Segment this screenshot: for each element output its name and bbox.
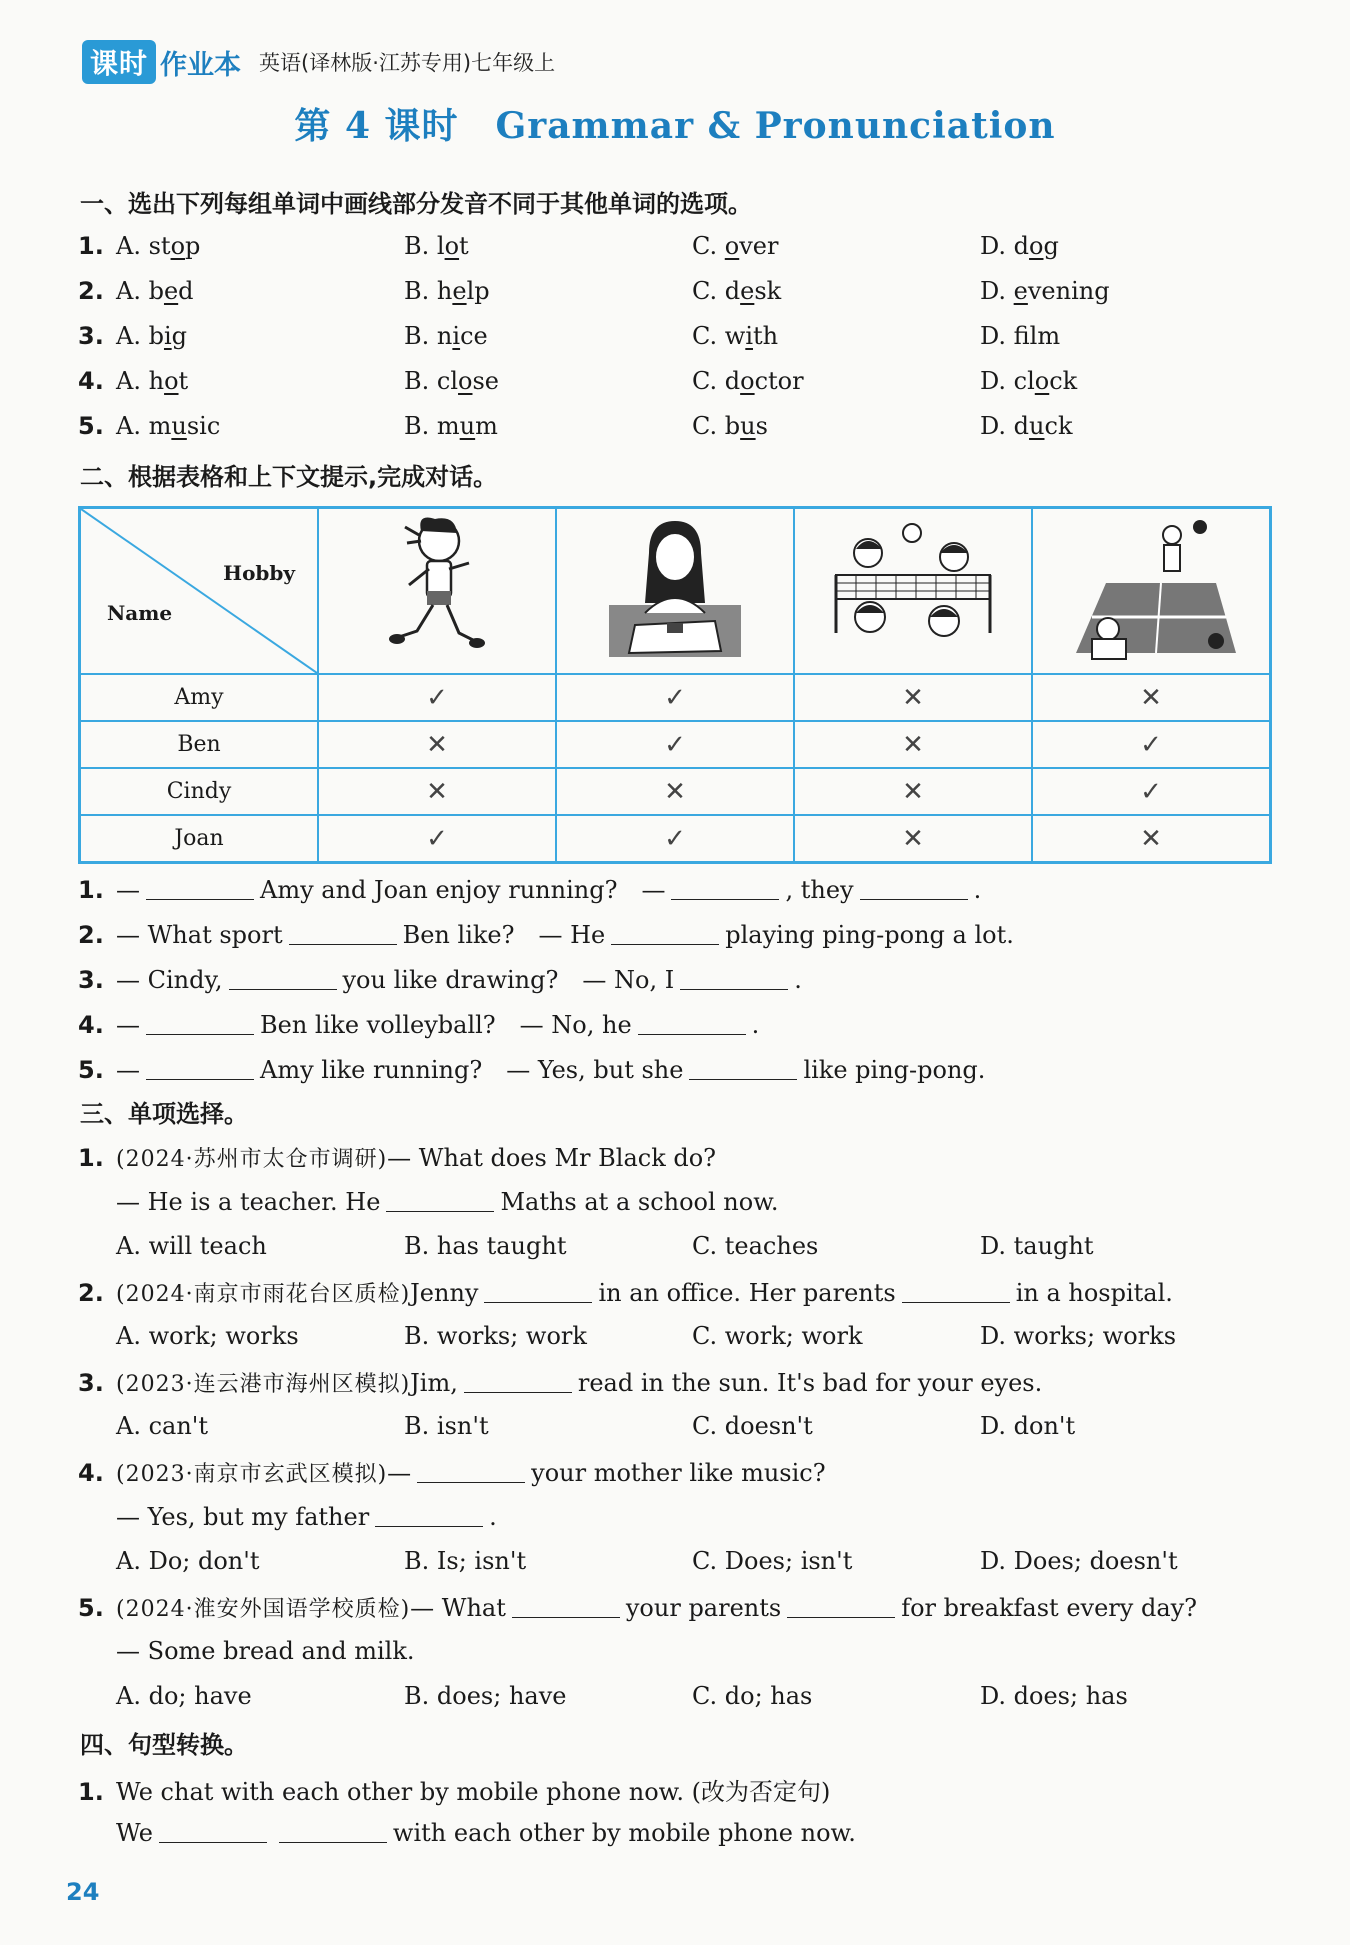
question-text: — xyxy=(387,1459,412,1487)
underlined-letter: i xyxy=(745,322,753,350)
drawing-girl-icon xyxy=(605,513,745,663)
question-source: (2024·南京市雨花台区质检) xyxy=(116,1282,411,1307)
answer-blank[interactable] xyxy=(787,1593,895,1618)
hobby-cell xyxy=(1032,674,1271,721)
question-source: (2023·南京市玄武区模拟) xyxy=(116,1462,388,1487)
question-number: 2. xyxy=(78,277,104,305)
option[interactable] xyxy=(692,277,781,305)
brand-name: 作业本 xyxy=(160,49,242,81)
option[interactable] xyxy=(116,367,188,395)
question-text: your mother like music? xyxy=(531,1459,826,1487)
answer-blank[interactable] xyxy=(417,1458,525,1483)
answer-blank[interactable] xyxy=(146,1055,254,1080)
word-part: d xyxy=(1013,412,1030,440)
question-text: — What sport xyxy=(116,921,283,949)
question-text: — Yes, but my father xyxy=(116,1503,370,1531)
section-title: 二、根据表格和上下文提示,完成对话。 xyxy=(80,463,498,491)
dialogue-question xyxy=(78,915,1014,950)
answer-blank[interactable] xyxy=(464,1368,572,1393)
option[interactable]: D. Does; doesn't xyxy=(980,1547,1178,1575)
option-letter: D. xyxy=(980,232,1014,260)
answer-blank[interactable] xyxy=(671,875,779,900)
answer-blank[interactable] xyxy=(289,920,397,945)
option-letter: D. xyxy=(980,277,1014,305)
page-number: 24 xyxy=(66,1878,100,1906)
answer-blank[interactable] xyxy=(375,1502,483,1527)
question-text: — xyxy=(116,876,140,904)
option-letter: D. xyxy=(980,412,1014,440)
answer-blank[interactable] xyxy=(611,920,719,945)
option-letter: A. xyxy=(116,367,149,395)
underlined-letter: o xyxy=(164,367,179,395)
option-letter: A. xyxy=(116,412,149,440)
word-part: p xyxy=(185,232,201,260)
question-number: 5. xyxy=(78,412,104,440)
question-text: . xyxy=(794,966,802,994)
question-number: 1. xyxy=(78,876,104,904)
word-part: m xyxy=(436,412,460,440)
word-part: ce xyxy=(460,322,488,350)
question-text: — Some bread and milk. xyxy=(116,1637,415,1665)
check-icon: ✓ xyxy=(1140,776,1162,807)
hobby-cell xyxy=(556,721,794,768)
hobby-cell xyxy=(556,815,794,863)
mc-options xyxy=(78,1682,1278,1714)
answer-blank[interactable] xyxy=(860,875,968,900)
word-part: ck xyxy=(1044,412,1073,440)
option-letter: D. xyxy=(980,322,1014,350)
question-number: 1. xyxy=(78,1778,104,1806)
question-text: you like drawing? — No, I xyxy=(342,966,675,994)
word-part: t xyxy=(178,367,189,395)
table-corner-cell xyxy=(80,508,319,675)
ping-pong-players-icon xyxy=(1066,513,1236,663)
word-part: h xyxy=(436,277,453,305)
table-row xyxy=(80,721,1271,768)
underlined-letter: o xyxy=(444,232,460,260)
mc-question xyxy=(78,1592,1197,1623)
cross-icon: ✕ xyxy=(426,776,448,807)
word-part: b xyxy=(148,322,164,350)
word-part: b xyxy=(724,412,741,440)
word-part: s xyxy=(755,412,768,440)
option[interactable]: B. Is; isn't xyxy=(404,1547,527,1575)
question-text: for breakfast every day? xyxy=(901,1594,1198,1622)
lesson-title: 第 4 课时 Grammar & Pronunciation xyxy=(294,105,1056,147)
question-text: — xyxy=(116,1011,140,1039)
word-part: n xyxy=(436,322,453,350)
underlined-letter: e xyxy=(163,277,179,305)
question-text: Amy like running? — Yes, but she xyxy=(260,1056,684,1084)
question-text: , they xyxy=(785,876,854,904)
phonics-question xyxy=(78,367,1278,399)
option[interactable]: B. has taught xyxy=(404,1232,567,1260)
word-part: g xyxy=(171,322,188,350)
hobby-cell xyxy=(318,674,556,721)
question-number: 3. xyxy=(78,322,104,350)
option[interactable]: A. work; works xyxy=(116,1322,299,1350)
hobby-cell xyxy=(1032,815,1271,863)
option[interactable]: B. isn't xyxy=(404,1412,489,1440)
table-body xyxy=(80,674,1271,863)
option[interactable] xyxy=(116,277,194,305)
question-number: 4. xyxy=(78,1011,104,1039)
underlined-letter: o xyxy=(724,232,740,260)
option[interactable]: C. teaches xyxy=(692,1232,819,1260)
option-letter: C. xyxy=(692,367,725,395)
hobby-cell xyxy=(1032,721,1271,768)
word-part: m xyxy=(475,412,498,440)
answer-blank[interactable] xyxy=(484,1278,592,1303)
section-title: 一、选出下列每组单词中画线部分发音不同于其他单词的选项。 xyxy=(80,190,752,218)
option[interactable]: A. can't xyxy=(116,1412,209,1440)
phonics-question xyxy=(78,322,1278,354)
underlined-letter: i xyxy=(163,322,172,350)
answer-blank[interactable] xyxy=(638,1010,746,1035)
question-source: (2024·淮安外国语学校质检) xyxy=(116,1597,411,1622)
word-part: ck xyxy=(1049,367,1078,395)
underlined-letter: o xyxy=(1029,232,1044,260)
section-title: 四、句型转换。 xyxy=(80,1731,248,1759)
mc-question-line xyxy=(116,1637,415,1665)
option-letter: A. xyxy=(116,322,149,350)
option-letter: A. xyxy=(116,277,149,305)
word-part: t xyxy=(459,232,469,260)
option[interactable]: A. Do; don't xyxy=(116,1547,260,1575)
option-letter: C. xyxy=(692,232,725,260)
option-letter: C. xyxy=(692,412,725,440)
option[interactable]: D. works; works xyxy=(980,1322,1177,1350)
question-text: . xyxy=(751,1011,760,1039)
mc-question-line xyxy=(116,1502,497,1531)
hobby-cell xyxy=(794,721,1032,768)
question-text: like ping-pong. xyxy=(803,1056,986,1084)
cross-icon: ✕ xyxy=(1140,682,1162,713)
underlined-letter: i xyxy=(452,322,461,350)
option[interactable]: C. do; has xyxy=(692,1682,813,1710)
diagonal-line xyxy=(81,509,317,673)
hobby-cell xyxy=(794,768,1032,815)
option[interactable] xyxy=(692,412,768,440)
option-letter: D. xyxy=(980,367,1014,395)
option[interactable] xyxy=(404,367,499,395)
cross-icon: ✕ xyxy=(1140,823,1162,854)
answer-blank[interactable] xyxy=(902,1278,1010,1303)
option[interactable] xyxy=(404,412,498,440)
underlined-letter: o xyxy=(1034,367,1050,395)
check-icon: ✓ xyxy=(664,823,686,854)
word-part: d xyxy=(1013,232,1030,260)
running-girl-icon xyxy=(377,513,497,663)
option[interactable] xyxy=(404,277,490,305)
mc-question-line xyxy=(116,1187,779,1216)
option[interactable]: B. works; work xyxy=(404,1322,587,1350)
logo: 课时 xyxy=(82,40,156,84)
hobby-cell xyxy=(1032,768,1271,815)
dialogue-question xyxy=(78,1005,759,1040)
question-text: Ben like volleyball? — No, he xyxy=(260,1011,632,1039)
word-part: w xyxy=(724,322,746,350)
underlined-letter: o xyxy=(458,367,473,395)
question-number: 1. xyxy=(78,1144,104,1172)
underlined-letter: o xyxy=(740,367,755,395)
hobby-cell xyxy=(556,674,794,721)
table-row xyxy=(80,815,1271,863)
question-text: . xyxy=(973,876,982,904)
question-text: Maths at a school now. xyxy=(500,1188,779,1216)
answer-blank[interactable] xyxy=(689,1055,797,1080)
check-icon: ✓ xyxy=(426,823,448,854)
word-part: lm xyxy=(1029,322,1061,350)
mc-question xyxy=(78,1142,716,1173)
phonics-question xyxy=(78,232,1278,264)
cross-icon: ✕ xyxy=(902,823,924,854)
option[interactable] xyxy=(692,322,778,350)
question-text: playing ping-pong a lot. xyxy=(725,921,1014,949)
option[interactable] xyxy=(404,322,488,350)
phonics-question xyxy=(78,412,1278,444)
mc-options xyxy=(78,1232,1278,1264)
word-part: se xyxy=(472,367,500,395)
option[interactable]: C. Does; isn't xyxy=(692,1547,853,1575)
question-text: We chat with each other by mobile phone now. (改为否定句) xyxy=(116,1778,831,1806)
option[interactable] xyxy=(980,412,1072,440)
word-part: sk xyxy=(754,277,782,305)
option[interactable] xyxy=(980,367,1077,395)
question-number: 2. xyxy=(78,921,104,949)
answer-blank[interactable] xyxy=(386,1187,494,1212)
mc-question xyxy=(78,1277,1173,1308)
word-part: h xyxy=(148,367,165,395)
mc-question xyxy=(78,1457,826,1488)
question-text: — He is a teacher. He xyxy=(116,1188,381,1216)
option[interactable] xyxy=(980,232,1059,260)
cross-icon: ✕ xyxy=(426,729,448,760)
hobby-cell xyxy=(794,815,1032,863)
word-part: th xyxy=(753,322,779,350)
section-title: 三、单项选择。 xyxy=(80,1100,248,1128)
drawing-image xyxy=(556,508,794,675)
word-part: sic xyxy=(186,412,221,440)
underlined-letter: u xyxy=(171,412,187,440)
answer-blank[interactable] xyxy=(146,1010,254,1035)
volleyball-kids-icon xyxy=(828,513,998,663)
word-part: vening xyxy=(1027,277,1110,305)
student-name: Ben xyxy=(80,721,319,768)
check-icon: ✓ xyxy=(664,682,686,713)
option[interactable] xyxy=(980,277,1110,305)
answer-line xyxy=(116,1818,856,1847)
mc-options xyxy=(78,1412,1278,1444)
word-part: st xyxy=(148,232,171,260)
phonics-question xyxy=(78,277,1278,309)
dialogue-question xyxy=(78,870,981,905)
question-number: 4. xyxy=(78,1459,104,1487)
question-number: 4. xyxy=(78,367,104,395)
student-name: Cindy xyxy=(80,768,319,815)
question-text: We xyxy=(116,1819,153,1847)
underlined-letter: u xyxy=(740,412,756,440)
option[interactable]: D. does; has xyxy=(980,1682,1128,1710)
option[interactable]: D. taught xyxy=(980,1232,1094,1260)
question-text: — What xyxy=(410,1594,506,1622)
question-text: Jim, xyxy=(410,1369,458,1397)
check-icon: ✓ xyxy=(664,729,686,760)
hobby-cell xyxy=(318,815,556,863)
option[interactable]: B. does; have xyxy=(404,1682,567,1710)
question-number: 5. xyxy=(78,1056,104,1084)
check-icon: ✓ xyxy=(1140,729,1162,760)
word-part: ver xyxy=(739,232,779,260)
answer-blank[interactable] xyxy=(159,1818,267,1843)
answer-blank[interactable] xyxy=(229,965,337,990)
question-text: with each other by mobile phone now. xyxy=(392,1819,856,1847)
option-letter: B. xyxy=(404,322,437,350)
question-source: (2023·连云港市海州区模拟) xyxy=(116,1372,411,1397)
option[interactable] xyxy=(692,232,778,260)
question-text: Amy and Joan enjoy running? — xyxy=(260,876,666,904)
subject-label: 英语(译林版·江苏专用)七年级上 xyxy=(259,51,556,75)
table-row xyxy=(80,768,1271,815)
option-letter: B. xyxy=(404,232,437,260)
running-image xyxy=(318,508,556,675)
option[interactable]: D. don't xyxy=(980,1412,1076,1440)
cross-icon: ✕ xyxy=(902,776,924,807)
option[interactable] xyxy=(692,367,804,395)
option[interactable] xyxy=(980,322,1060,350)
dialogue-question xyxy=(78,960,802,995)
word-part: g xyxy=(1043,232,1059,260)
dialogue-question xyxy=(78,1050,985,1085)
student-name: Joan xyxy=(80,815,319,863)
word-part: l xyxy=(436,232,445,260)
question-number: 3. xyxy=(78,966,104,994)
option-letter: C. xyxy=(692,322,725,350)
question-text: Ben like? — He xyxy=(402,921,606,949)
cross-icon: ✕ xyxy=(902,682,924,713)
mc-options xyxy=(78,1322,1278,1354)
mc-question xyxy=(78,1367,1042,1398)
question-text: your parents xyxy=(625,1594,782,1622)
underlined-letter: u xyxy=(459,412,476,440)
check-icon: ✓ xyxy=(426,682,448,713)
name-label: Name xyxy=(107,601,173,625)
hobby-table xyxy=(78,506,1272,864)
option-letter: C. xyxy=(692,277,725,305)
hobby-label: Hobby xyxy=(223,561,295,585)
question-number: 5. xyxy=(78,1594,104,1622)
underlined-letter: e xyxy=(452,277,467,305)
option[interactable] xyxy=(116,322,187,350)
answer-blank[interactable] xyxy=(279,1818,387,1843)
option-letter: B. xyxy=(404,367,437,395)
ping-pong-image xyxy=(1032,508,1271,675)
table-row xyxy=(80,674,1271,721)
word-part: ctor xyxy=(754,367,804,395)
word-part: d xyxy=(724,367,741,395)
option[interactable] xyxy=(116,412,220,440)
option-letter: B. xyxy=(404,277,437,305)
word-part: d xyxy=(178,277,194,305)
word-part: cl xyxy=(1013,367,1035,395)
hobby-cell xyxy=(556,768,794,815)
underlined-letter: u xyxy=(1029,412,1045,440)
question-number: 2. xyxy=(78,1279,104,1307)
underlined-letter: o xyxy=(170,232,186,260)
transform-question xyxy=(78,1772,830,1807)
question-text: Jenny xyxy=(410,1279,479,1307)
cross-icon: ✕ xyxy=(902,729,924,760)
word-part: cl xyxy=(436,367,459,395)
question-text: in a hospital. xyxy=(1015,1279,1173,1307)
word-part: lp xyxy=(466,277,490,305)
hobby-cell xyxy=(318,768,556,815)
answer-blank[interactable] xyxy=(680,965,788,990)
volleyball-image xyxy=(794,508,1032,675)
underlined-letter: e xyxy=(1013,277,1028,305)
word-part: b xyxy=(148,277,164,305)
option[interactable]: C. doesn't xyxy=(692,1412,813,1440)
question-source: (2024·苏州市太仓市调研) xyxy=(116,1147,388,1172)
option[interactable] xyxy=(404,232,469,260)
option[interactable]: A. do; have xyxy=(116,1682,252,1710)
question-text: . xyxy=(489,1503,497,1531)
option-letter: B. xyxy=(404,412,437,440)
cross-icon: ✕ xyxy=(664,776,686,807)
word-part: d xyxy=(724,277,741,305)
answer-blank[interactable] xyxy=(512,1593,620,1618)
word-part: f xyxy=(1013,322,1030,350)
option[interactable]: A. will teach xyxy=(116,1232,267,1260)
answer-blank[interactable] xyxy=(146,875,254,900)
question-number: 1. xyxy=(78,232,104,260)
mc-options xyxy=(78,1547,1278,1579)
underlined-letter: e xyxy=(740,277,755,305)
question-text: — Cindy, xyxy=(116,966,223,994)
hobby-cell xyxy=(318,721,556,768)
question-text: — What does Mr Black do? xyxy=(387,1144,717,1172)
hobby-cell xyxy=(794,674,1032,721)
question-number: 3. xyxy=(78,1369,104,1397)
option[interactable] xyxy=(116,232,200,260)
question-text: read in the sun. It's bad for your eyes. xyxy=(577,1369,1043,1397)
option-letter: A. xyxy=(116,232,149,260)
student-name: Amy xyxy=(80,674,319,721)
header xyxy=(82,40,555,84)
word-part: m xyxy=(148,412,172,440)
question-text: — xyxy=(116,1056,140,1084)
question-text: in an office. Her parents xyxy=(598,1279,896,1307)
option[interactable]: C. work; work xyxy=(692,1322,863,1350)
